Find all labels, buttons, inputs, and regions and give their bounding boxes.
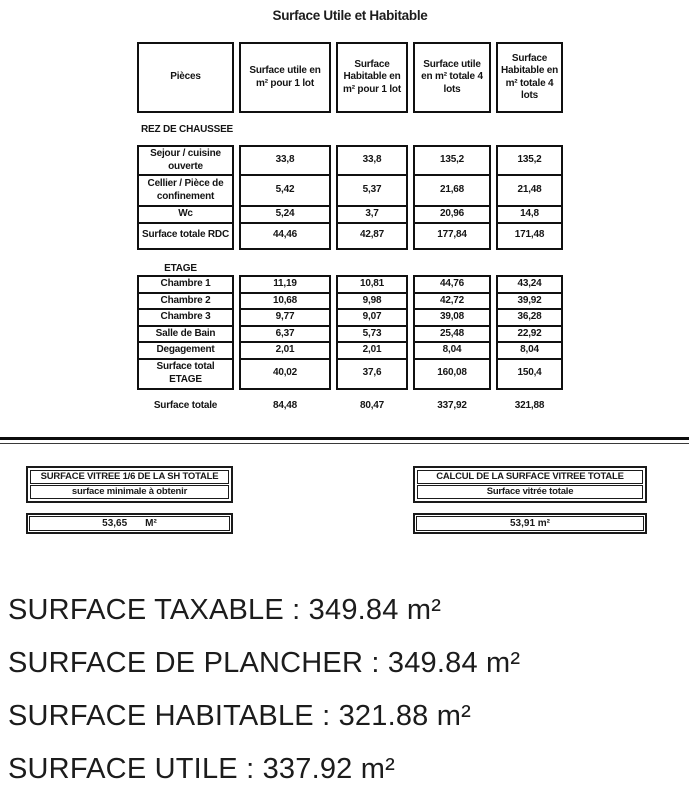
value-cell: 21,68 — [413, 176, 491, 207]
value-cell: 135,2 — [413, 145, 491, 176]
summary-block — [8, 584, 683, 796]
value-cell: 42,87 — [336, 224, 408, 250]
value-cell: 8,04 — [413, 343, 491, 360]
horizontal-divider — [0, 437, 689, 444]
section-label-rdc: REZ DE CHAUSSEE — [141, 124, 234, 135]
room-label: Degagement — [137, 343, 234, 360]
glazing-minimum-subtitle: surface minimale à obtenir — [30, 485, 229, 499]
glazing-minimum-value-box — [26, 513, 233, 534]
room-label: Surface totale RDC — [137, 224, 234, 250]
column-header-utile-4lots: Surface utile en m² totale 4 lots — [413, 42, 491, 113]
summary-utile: SURFACE UTILE : 337.92 m² — [8, 753, 395, 785]
value-cell: 2,01 — [336, 343, 408, 360]
value-cell: 160,08 — [413, 360, 491, 390]
total-value-cell: 80,47 — [359, 399, 385, 411]
glazing-total-header — [413, 466, 647, 503]
value-cell: 40,02 — [239, 360, 331, 390]
glazing-minimum-box — [26, 466, 233, 534]
value-cell: 5,42 — [239, 176, 331, 207]
table-row — [137, 310, 563, 327]
room-label: Cellier / Pièce de confinement — [137, 176, 234, 207]
glazing-total-title: CALCUL DE LA SURFACE VITREE TOTALE — [417, 470, 643, 484]
glazing-minimum-header — [26, 466, 233, 503]
glazing-total-value: 53,91 m² — [509, 518, 551, 529]
glazing-minimum-unit: M² — [145, 518, 157, 529]
glazing-minimum-title: SURFACE VITREE 1/6 DE LA SH TOTALE — [30, 470, 229, 484]
table-row — [137, 294, 563, 311]
value-cell: 177,84 — [413, 224, 491, 250]
value-cell: 44,46 — [239, 224, 331, 250]
value-cell: 11,19 — [239, 275, 331, 294]
total-label: Surface totale — [153, 399, 218, 411]
summary-taxable: SURFACE TAXABLE : 349.84 m² — [8, 594, 442, 626]
table-row — [137, 327, 563, 344]
glazing-total-subtitle: Surface vitrée totale — [417, 485, 643, 499]
value-cell: 21,48 — [496, 176, 563, 207]
value-cell: 2,01 — [239, 343, 331, 360]
room-label: Wc — [137, 207, 234, 224]
total-value-cell: 337,92 — [437, 399, 467, 411]
summary-plancher: SURFACE DE PLANCHER : 349.84 m² — [8, 647, 521, 679]
glazing-minimum-value: 53,65 — [102, 518, 128, 529]
value-cell: 3,7 — [336, 207, 408, 224]
total-value-cell: 84,48 — [272, 399, 298, 411]
value-cell: 10,81 — [336, 275, 408, 294]
value-cell: 5,24 — [239, 207, 331, 224]
value-cell: 43,24 — [496, 275, 563, 294]
total-value-cell: 321,88 — [514, 399, 545, 411]
value-cell: 150,4 — [496, 360, 563, 390]
grand-total-row — [132, 395, 568, 417]
value-cell: 135,2 — [496, 145, 563, 176]
glazing-total-box — [413, 466, 647, 534]
room-label: Chambre 3 — [137, 310, 234, 327]
value-cell: 171,48 — [496, 224, 563, 250]
value-cell: 8,04 — [496, 343, 563, 360]
column-header-habitable-4lots: Surface Habitable en m² totale 4 lots — [496, 42, 563, 113]
main-table-header — [132, 42, 568, 113]
column-header-pieces: Pièces — [137, 42, 234, 113]
value-cell: 6,37 — [239, 327, 331, 344]
value-cell: 25,48 — [413, 327, 491, 344]
document-title: Surface Utile et Habitable — [272, 8, 428, 23]
room-label: Chambre 2 — [137, 294, 234, 311]
glazing-total-value-box — [413, 513, 647, 534]
room-label: Salle de Bain — [137, 327, 234, 344]
section-label-etage: ETAGE — [164, 263, 197, 274]
subtotal-row — [137, 360, 563, 390]
value-cell: 10,68 — [239, 294, 331, 311]
table-row — [137, 176, 563, 207]
value-cell: 5,37 — [336, 176, 408, 207]
etage-table — [132, 275, 568, 390]
table-row — [137, 343, 563, 360]
subtotal-row — [137, 224, 563, 250]
room-label: Surface total ETAGE — [137, 360, 234, 390]
column-header-habitable-1lot: Surface Habitable en m² pour 1 lot — [336, 42, 408, 113]
value-cell: 36,28 — [496, 310, 563, 327]
room-label: Sejour / cuisine ouverte — [137, 145, 234, 176]
value-cell: 9,07 — [336, 310, 408, 327]
value-cell: 9,77 — [239, 310, 331, 327]
value-cell: 20,96 — [413, 207, 491, 224]
value-cell: 22,92 — [496, 327, 563, 344]
table-row — [137, 275, 563, 294]
value-cell: 14,8 — [496, 207, 563, 224]
table-row — [137, 207, 563, 224]
summary-habitable: SURFACE HABITABLE : 321.88 m² — [8, 700, 471, 732]
room-label: Chambre 1 — [137, 275, 234, 294]
rdc-table — [132, 145, 568, 250]
value-cell: 44,76 — [413, 275, 491, 294]
value-cell: 5,73 — [336, 327, 408, 344]
value-cell: 33,8 — [336, 145, 408, 176]
total-row — [137, 395, 563, 417]
value-cell: 37,6 — [336, 360, 408, 390]
value-cell: 33,8 — [239, 145, 331, 176]
value-cell: 39,08 — [413, 310, 491, 327]
value-cell: 9,98 — [336, 294, 408, 311]
value-cell: 39,92 — [496, 294, 563, 311]
value-cell: 42,72 — [413, 294, 491, 311]
header-row — [137, 42, 563, 113]
table-row — [137, 145, 563, 176]
column-header-utile-1lot: Surface utile en m² pour 1 lot — [239, 42, 331, 113]
